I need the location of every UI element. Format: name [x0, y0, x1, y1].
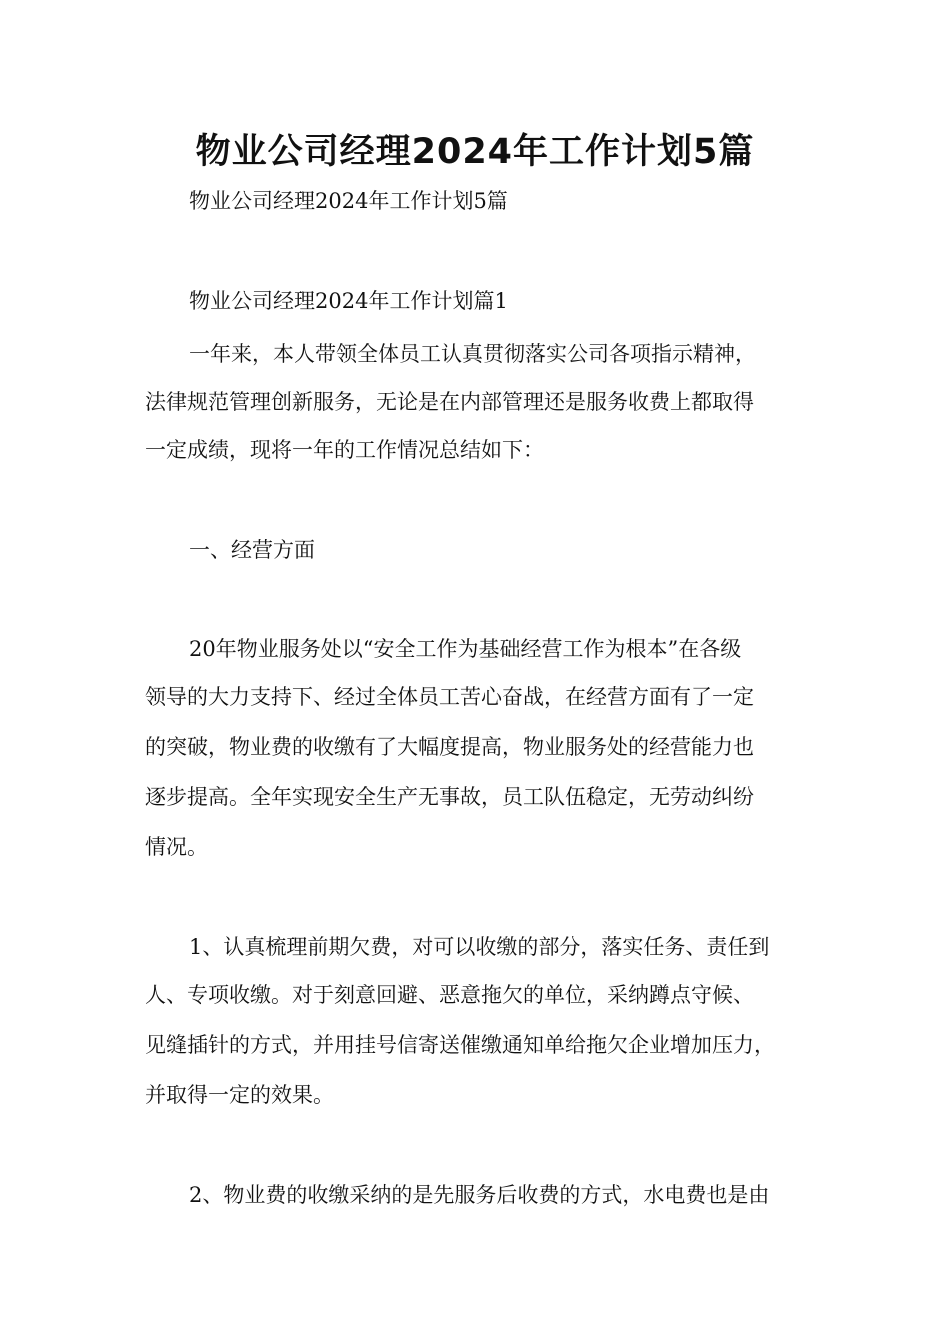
paragraph-line: 1、认真梳理前期欠费，对可以收缴的部分，落实任务、责任到	[189, 935, 770, 959]
document-title: 物业公司经理2024年工作计划5篇	[195, 132, 755, 172]
intro-line: 法律规范管理创新服务，无论是在内部管理还是服务收费上都取得	[145, 390, 754, 414]
paragraph-line: 领导的大力支持下、经过全体员工苦心奋战，在经营方面有了一定	[145, 685, 754, 709]
paragraph-line: 的突破，物业费的收缴有了大幅度提高，物业服务处的经营能力也	[145, 735, 754, 759]
intro-line: 一年来，本人带领全体员工认真贯彻落实公司各项指示精神，	[189, 342, 756, 366]
document-subtitle: 物业公司经理2024年工作计划5篇	[189, 189, 508, 213]
heading-operations: 一、经营方面	[189, 538, 315, 562]
paragraph-line: 2、物业费的收缴采纳的是先服务后收费的方式，水电费也是由	[189, 1183, 770, 1207]
section-heading: 物业公司经理2024年工作计划篇1	[189, 289, 508, 313]
paragraph-line: 人、专项收缴。对于刻意回避、恶意拖欠的单位，采纳蹲点守候、	[145, 983, 754, 1007]
paragraph-line: 情况。	[145, 835, 208, 859]
paragraph-line: 20年物业服务处以“安全工作为基础经营工作为根本”在各级	[189, 637, 742, 661]
intro-line: 一定成绩，现将一年的工作情况总结如下：	[145, 438, 544, 462]
paragraph-line: 逐步提高。全年实现安全生产无事故，员工队伍稳定，无劳动纠纷	[145, 785, 754, 809]
paragraph-line: 见缝插针的方式，并用挂号信寄送催缴通知单给拖欠企业增加压力，	[145, 1033, 775, 1057]
paragraph-line: 并取得一定的效果。	[145, 1083, 334, 1107]
